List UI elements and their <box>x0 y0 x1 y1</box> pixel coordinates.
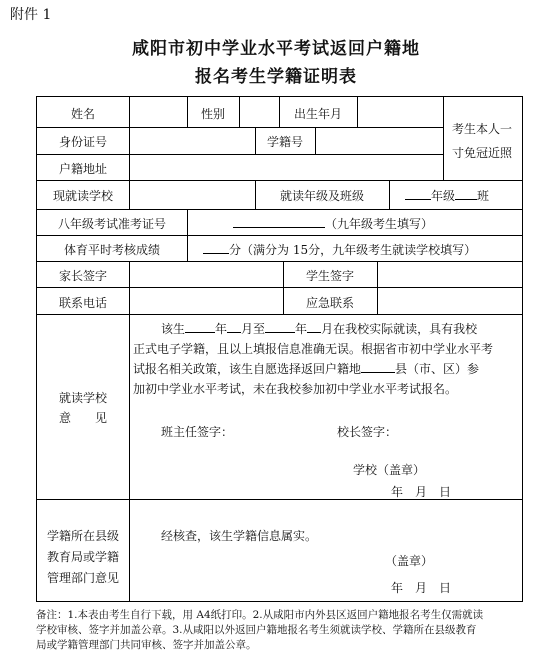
row-divider <box>37 287 522 288</box>
col-divider <box>279 97 280 127</box>
label-household-address: 户籍地址 <box>58 162 108 176</box>
class-text: 班 <box>477 189 490 203</box>
label-bureau-1: 学籍所在县级 <box>46 529 120 543</box>
label-school-opinion-1: 就读学校 <box>58 391 108 405</box>
form-title-line-2: 报名考生学籍证明表 <box>195 67 357 87</box>
school-opinion-date: 年 月 日 <box>391 485 452 499</box>
label-gender: 性别 <box>200 107 226 121</box>
attachment-label: 附件 1 <box>10 7 52 23</box>
id-card-field[interactable] <box>133 130 253 150</box>
opinion-line-3: 试报名相关政策，该生自愿选择返回户籍地 县（市、区）参 <box>133 362 480 376</box>
col-divider <box>255 127 256 154</box>
note-line-2: 学校审核、签字并加盖公章。3.从咸阳以外返回户籍地报名考生须就读学校、学籍所在县级教育 <box>36 624 477 636</box>
label-school-opinion-2: 意 见 <box>58 411 108 425</box>
col-divider <box>187 209 188 261</box>
photo-hint-line-1: 考生本人一 <box>451 122 512 136</box>
row-divider <box>37 235 522 236</box>
col-divider <box>129 97 130 209</box>
student-no-field[interactable] <box>319 130 439 150</box>
school-seal-label: 学校（盖章） <box>353 463 426 477</box>
label-bureau-2: 教育局或学籍 <box>46 550 120 564</box>
household-address-field[interactable] <box>133 157 439 177</box>
opinion-line-2: 正式电子学籍，且以上填报信息准确无误。根据省市初中学业水平考 <box>133 342 494 356</box>
grade-class-field[interactable] <box>405 187 489 204</box>
label-pe-score: 体育平时考核成绩 <box>63 243 161 257</box>
col-divider <box>129 261 130 601</box>
principal-sign-label: 校长签字： <box>337 425 398 439</box>
school-opinion-text <box>161 319 521 339</box>
photo-box <box>443 117 521 165</box>
opinion-line-4: 加初中学业水平考试，未在我校参加初中学业水平考试报名。 <box>133 382 458 396</box>
label-student-no: 学籍号 <box>266 135 304 149</box>
col-divider <box>255 180 256 209</box>
label-parent-sign: 家长签字 <box>58 269 108 283</box>
gender-field[interactable] <box>243 102 277 122</box>
exam-no-note: （九年级考生填写） <box>325 217 434 231</box>
label-current-school: 现就读学校 <box>52 189 114 203</box>
label-birth: 出生年月 <box>293 107 343 121</box>
label-current-grade: 就读年级及班级 <box>279 189 365 203</box>
parent-sign-field[interactable] <box>133 264 279 284</box>
col-divider <box>187 97 188 127</box>
school-opinion-body <box>133 339 519 399</box>
note-line-3: 局或学籍管理部门共同审核、签字并加盖公章。 <box>36 639 257 651</box>
row-divider <box>37 209 522 210</box>
exam-no-field[interactable] <box>233 215 433 232</box>
bureau-seal-label: （盖章） <box>385 554 434 568</box>
current-school-field[interactable] <box>133 184 253 204</box>
remarks-note <box>36 608 521 653</box>
name-field[interactable] <box>137 102 185 122</box>
note-line-1: 备注：1.本表由考生自行下载，用 A4纸打印。2.从咸阳市内外县区返回户籍地报名考生仅需就读 <box>36 609 484 621</box>
label-id-card: 身份证号 <box>58 135 108 149</box>
pe-score-note: 分（满分为 15分，九年级考生就读学校填写） <box>229 243 477 257</box>
pe-score-field[interactable] <box>203 241 476 258</box>
col-divider <box>283 261 284 314</box>
row-divider <box>37 261 522 262</box>
label-name: 姓名 <box>70 107 96 121</box>
birth-field[interactable] <box>361 102 441 122</box>
label-bureau-3: 管理部门意见 <box>46 571 120 585</box>
student-sign-field[interactable] <box>381 264 517 284</box>
col-divider <box>239 97 240 127</box>
bureau-opinion-text: 经核查，该生学籍信息属实。 <box>161 529 318 543</box>
form-title-line-1: 咸阳市初中学业水平考试返回户籍地 <box>132 39 420 59</box>
opinion-line-1: 该生 年 月至 年 月在我校实际就读，具有我校 <box>161 322 478 336</box>
grade-text: 年级 <box>431 189 456 203</box>
label-emergency-contact: 应急联系 <box>305 296 355 310</box>
emergency-contact-field[interactable] <box>381 291 517 311</box>
col-divider <box>357 97 358 127</box>
certificate-form-table <box>36 96 523 602</box>
label-student-sign: 学生签字 <box>305 269 355 283</box>
row-divider <box>37 127 443 128</box>
row-divider <box>37 314 522 315</box>
label-contact-phone: 联系电话 <box>58 296 108 310</box>
label-exam-no: 八年级考试准考证号 <box>57 217 167 231</box>
bureau-opinion-date: 年 月 日 <box>391 581 452 595</box>
contact-phone-field[interactable] <box>133 291 279 311</box>
row-divider <box>37 180 522 181</box>
row-divider <box>37 154 443 155</box>
photo-hint-line-2: 寸免冠近照 <box>451 146 512 160</box>
col-divider <box>315 127 316 154</box>
teacher-sign-label: 班主任签字： <box>161 425 234 439</box>
col-divider <box>377 261 378 314</box>
col-divider <box>389 180 390 209</box>
